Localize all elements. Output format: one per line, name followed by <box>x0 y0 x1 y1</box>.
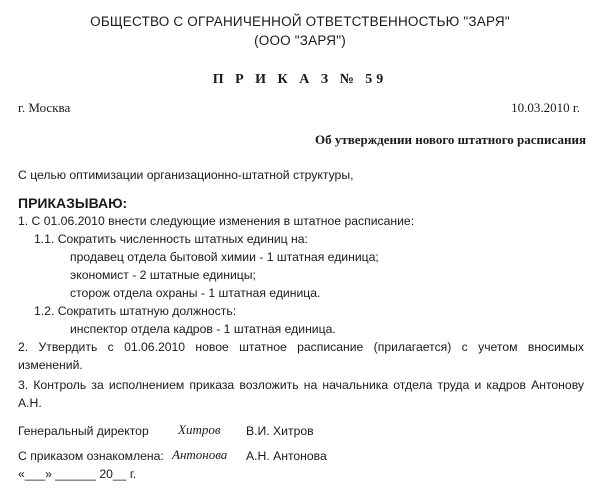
order-subject: Об утверждении нового штатного расписания <box>314 132 586 147</box>
acknowledgement-date-line: «___» ______ 20__ г. <box>18 467 137 481</box>
item-1-1-c: сторож отдела охраны - 1 штатная единица. <box>70 286 321 300</box>
acknowledgement-sign: Антонова <box>172 447 228 462</box>
item-1-2-a: инспектор отдела кадров - 1 штатная единица. <box>70 322 336 336</box>
signature-position: Генеральный директор <box>18 424 149 438</box>
item-2-line-1: 2. Утвердить с 01.06.2010 новое штатное расписание (прилагается) с учетом вносимых <box>18 340 584 354</box>
order-city: г. Москва <box>18 100 71 115</box>
organization-short-name: (ООО "ЗАРЯ") <box>254 33 346 48</box>
order-purpose: С целью оптимизации организационно-штатной структуры, <box>18 168 354 182</box>
item-3-line-2: А.Н. <box>18 396 42 410</box>
organization-full-name: ОБЩЕСТВО С ОГРАНИЧЕННОЙ ОТВЕТСТВЕННОСТЬЮ "ЗАРЯ" <box>90 14 510 29</box>
item-1-2: 1.2. Сократить штатную должность: <box>34 304 237 318</box>
item-1-1-b: экономист - 2 штатные единицы; <box>70 268 256 282</box>
order-date: 10.03.2010 г. <box>511 100 580 115</box>
acknowledgement-label: С приказом ознакомлена: <box>18 449 164 463</box>
item-1: 1. С 01.06.2010 внести следующие изменения в штатное расписание: <box>18 214 415 228</box>
signature-name: В.И. Хитров <box>246 424 314 438</box>
item-2-line-2: изменений. <box>18 358 83 372</box>
item-3-line-1: 3. Контроль за исполнением приказа возложить на начальника отдела труда и кадров Антонову <box>18 378 584 392</box>
order-command: ПРИКАЗЫВАЮ: <box>18 195 128 211</box>
order-title: П Р И К А З № 59 <box>212 72 388 87</box>
item-1-1: 1.1. Сократить численность штатных единиц на: <box>34 232 308 246</box>
signature-sign: Хитров <box>178 422 221 437</box>
acknowledgement-name: А.Н. Антонова <box>246 449 327 463</box>
item-1-1-a: продавец отдела бытовой химии - 1 штатная единица; <box>70 250 379 264</box>
